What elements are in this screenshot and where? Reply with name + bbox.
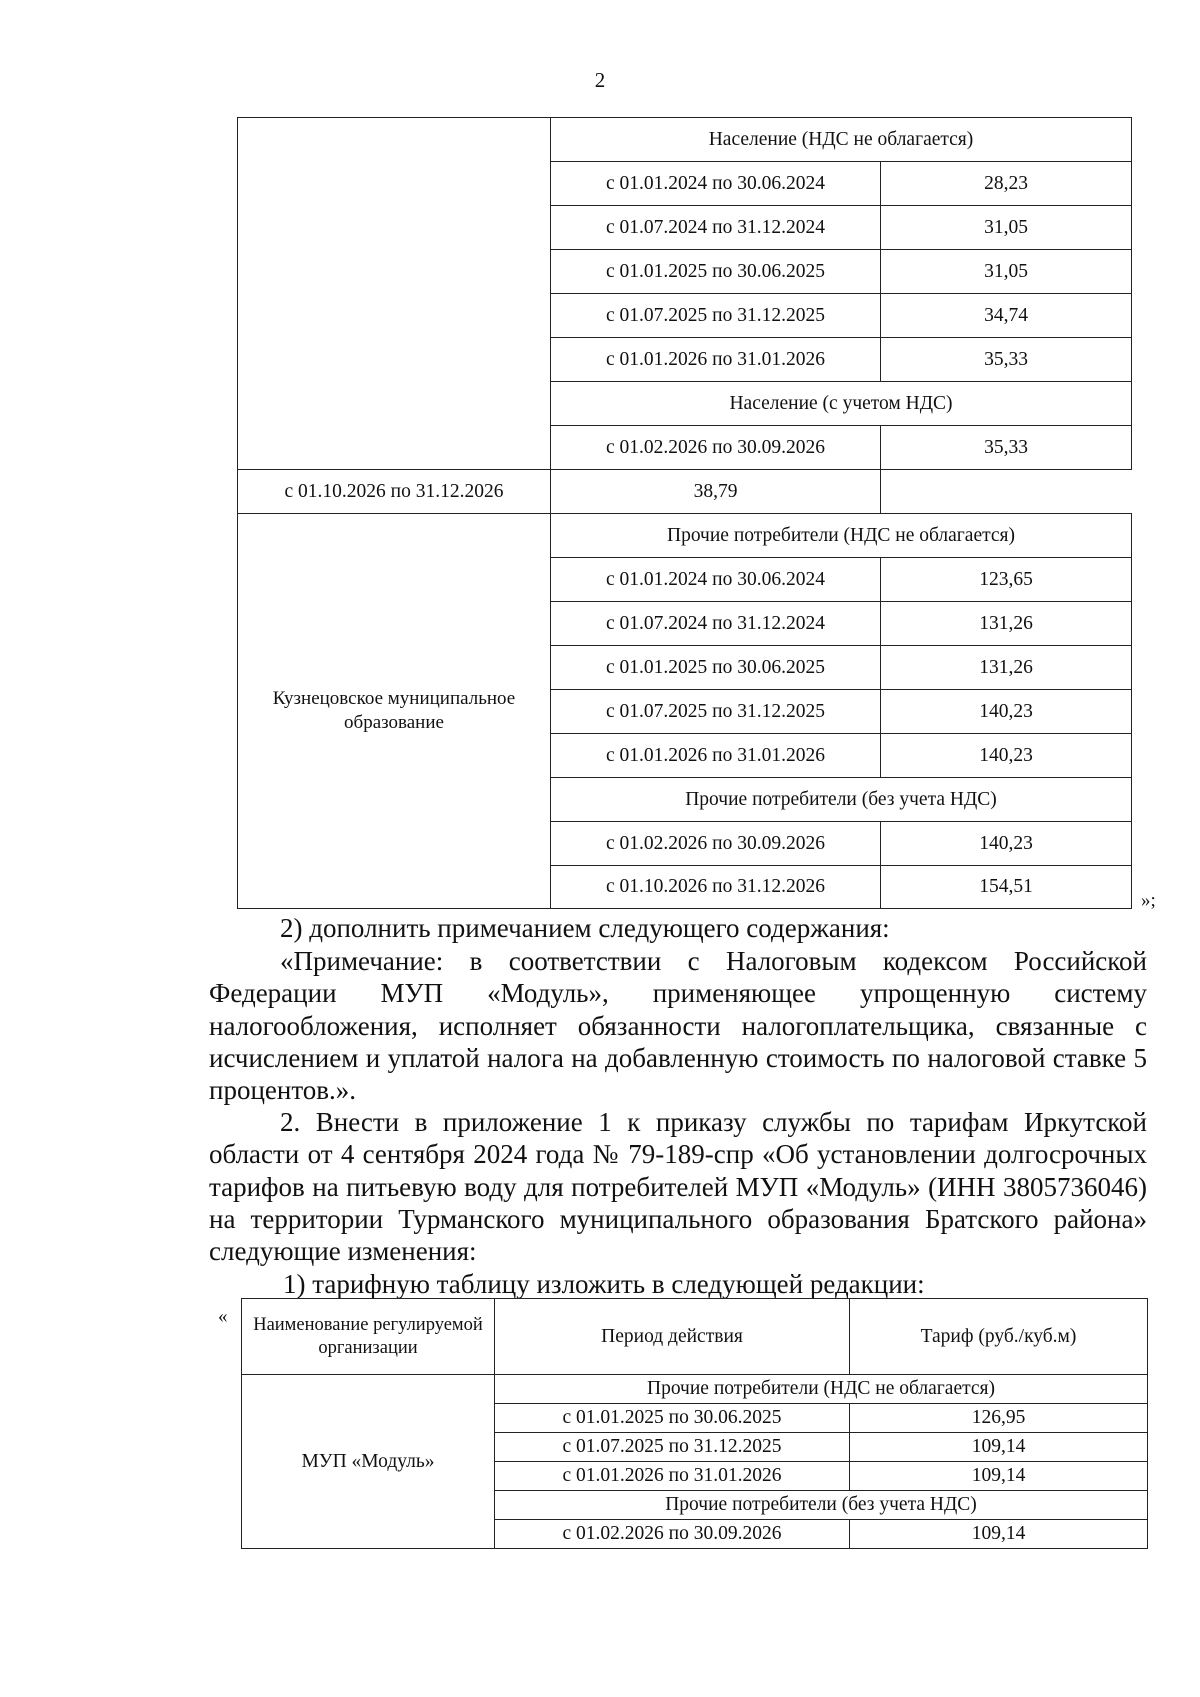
tariff-cell: 154,51 <box>881 866 1132 909</box>
paragraph-item-2: 2. Внести в приложение 1 к приказу службы по тарифам Иркутской области от 4 сентября 2024 года № 79-189-спр «Об установлении долгосрочных тарифов на питьевую воду для потребителей МУП «Модуль» (ИНН 3805736046) на территории Турманского муниципального образования Братского района» следующие изменения: <box>209 1107 1147 1267</box>
tariff-cell: 35,33 <box>881 338 1132 382</box>
org-name-cell: Кузнецовское муниципальное образование <box>238 514 551 909</box>
tariff-cell: 38,79 <box>551 470 881 514</box>
section-header: Прочие потребители (без учета НДС) <box>551 778 1132 822</box>
tariff-cell: 34,74 <box>881 294 1132 338</box>
section-header: Население (с учетом НДС) <box>551 382 1132 426</box>
table-header-row <box>242 1299 1148 1375</box>
tariff-cell: 109,14 <box>850 1462 1148 1491</box>
tariff-cell: 31,05 <box>881 250 1132 294</box>
period-cell: с 01.07.2025 по 31.12.2025 <box>551 690 881 734</box>
section-header: Прочие потребители (НДС не облагается) <box>495 1375 1148 1404</box>
period-cell: с 01.07.2025 по 31.12.2025 <box>495 1433 850 1462</box>
period-cell: с 01.01.2026 по 31.01.2026 <box>551 734 881 778</box>
header-tariff: Тариф (руб./куб.м) <box>850 1299 1148 1375</box>
period-cell: с 01.07.2025 по 31.12.2025 <box>551 294 881 338</box>
tariff-cell: 109,14 <box>850 1433 1148 1462</box>
period-cell: с 01.01.2025 по 30.06.2025 <box>551 646 881 690</box>
period-cell: с 01.01.2026 по 31.01.2026 <box>551 338 881 382</box>
tariff-cell: 109,14 <box>850 1520 1148 1549</box>
period-cell: с 01.01.2024 по 30.06.2024 <box>551 558 881 602</box>
period-cell: с 01.10.2026 по 31.12.2026 <box>551 866 881 909</box>
header-period: Период действия <box>495 1299 850 1375</box>
period-cell: с 01.01.2025 по 30.06.2025 <box>551 250 881 294</box>
page-number: 2 <box>594 68 606 92</box>
tariff-cell: 31,05 <box>881 206 1132 250</box>
paragraph-note-text: «Примечание: в соответствии с Налоговым кодексом Российской Федерации МУП «Модуль», применяющее упрощенную систему налогообложения, исполняет обязанности налогоплательщика, связанные с исчислением и уплатой налога на добавленную стоимость по налоговой ставке 5 процентов.». <box>209 946 1147 1106</box>
tariff-table-1 <box>237 117 1132 909</box>
period-cell: с 01.02.2026 по 30.09.2026 <box>551 426 881 470</box>
tariff-table-2 <box>241 1298 1148 1549</box>
period-cell: с 01.01.2024 по 30.06.2024 <box>551 162 881 206</box>
section-header: Прочие потребители (НДС не облагается) <box>551 514 1132 558</box>
table-row <box>238 470 1132 514</box>
period-cell: с 01.01.2025 по 30.06.2025 <box>495 1404 850 1433</box>
period-cell: с 01.02.2026 по 30.09.2026 <box>551 822 881 866</box>
tariff-cell: 140,23 <box>881 822 1132 866</box>
section-header: Прочие потребители (без учета НДС) <box>495 1491 1148 1520</box>
tariff-cell: 131,26 <box>881 602 1132 646</box>
header-org: Наименование регулируемой организации <box>242 1299 495 1375</box>
empty-org-cell <box>238 118 551 470</box>
opening-quote-mark: « <box>218 1306 228 1327</box>
tariff-cell: 131,26 <box>881 646 1132 690</box>
paragraph-table-intro: 1) тарифную таблицу изложить в следующей редакции: <box>283 1269 925 1299</box>
tariff-cell: 28,23 <box>881 162 1132 206</box>
period-cell: с 01.07.2024 по 31.12.2024 <box>551 206 881 250</box>
org-name-cell: МУП «Модуль» <box>242 1375 495 1549</box>
section-header: Население (НДС не облагается) <box>551 118 1132 162</box>
tariff-cell: 123,65 <box>881 558 1132 602</box>
closing-quote-mark: »; <box>1141 890 1156 911</box>
tariff-cell: 126,95 <box>850 1404 1148 1433</box>
period-cell: с 01.10.2026 по 31.12.2026 <box>238 470 551 514</box>
tariff-cell: 140,23 <box>881 690 1132 734</box>
tariff-cell: 35,33 <box>881 426 1132 470</box>
tariff-cell: 140,23 <box>881 734 1132 778</box>
period-cell: с 01.02.2026 по 30.09.2026 <box>495 1520 850 1549</box>
paragraph-amendment-note: 2) дополнить примечанием следующего содержания: <box>280 913 890 943</box>
period-cell: с 01.07.2024 по 31.12.2024 <box>551 602 881 646</box>
period-cell: с 01.01.2026 по 31.01.2026 <box>495 1462 850 1491</box>
